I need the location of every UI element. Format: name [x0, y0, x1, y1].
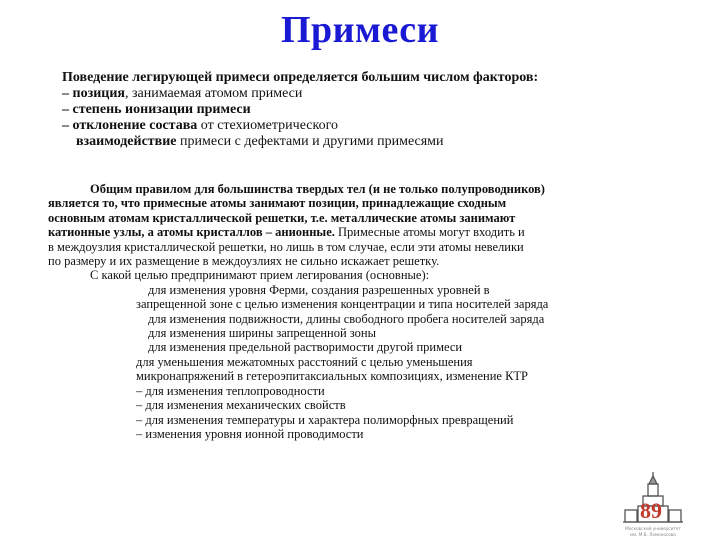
- page-number: 89: [640, 498, 662, 523]
- para-line-7: С какой целью предпринимают прием легирования (основные):: [90, 268, 430, 283]
- para-line-13: для уменьшения межатомных расстояний с целью уменьшения: [136, 354, 473, 369]
- para-line-4-bold: катионные узлы, а атомы кристаллов – анионные.: [48, 225, 335, 240]
- intro-header: Поведение легирующей примеси определяется большим числом факторов:: [62, 70, 539, 85]
- intro-item-position-rest: , занимаемая атомом примеси: [124, 86, 303, 101]
- para-line-1: Общим правилом для большинства твердых тел (и не только полупроводников): [90, 182, 545, 196]
- intro-item-ionization: – степень ионизации примеси: [62, 102, 251, 117]
- para-line-5: в междоузлия кристаллической решетки, но лишь в том случае, если эти атомы невелики: [48, 239, 524, 254]
- intro-item-interaction-bold: взаимодействие: [76, 134, 177, 149]
- para-line-2: является то, что примесные атомы занимают позиции, принадлежащие сходным: [48, 196, 507, 211]
- para-line-18: – изменения уровня ионной проводимости: [136, 426, 364, 441]
- intro-item-deviation: [62, 118, 662, 134]
- para-line-4: [48, 225, 668, 239]
- para-line-15: – для изменения теплопроводности: [136, 383, 325, 398]
- intro-item-position-bold: – позиция: [62, 86, 125, 101]
- para-line-16: – для изменения механических свойств: [136, 398, 346, 413]
- para-line-14: микронапряжений в гетероэпитаксиальных композициях, изменение КТР: [136, 369, 528, 384]
- svg-text:им. М.В. Ломоносова: им. М.В. Ломоносова: [630, 532, 676, 537]
- para-line-11: для изменения ширины запрещенной зоны: [148, 326, 376, 341]
- intro-item-position: [62, 86, 662, 102]
- intro-item-deviation-rest: от стехиометрического: [197, 118, 338, 133]
- main-paragraph: [48, 182, 668, 441]
- para-line-12: для изменения предельной растворимости другой примеси: [148, 340, 463, 355]
- intro-item-deviation-bold: – отклонение состава: [62, 118, 198, 133]
- para-line-17: – для изменения температуры и характера полиморфных превращений: [136, 412, 514, 427]
- slide-title: Примеси: [280, 9, 440, 51]
- para-line-10: для изменения подвижности, длины свободного пробега носителей заряда: [148, 311, 545, 326]
- para-line-4-rest: Примесные атомы могут входить и: [334, 225, 525, 240]
- para-line-9: запрещенной зоне с целью изменения концентрации и типа носителей заряда: [136, 297, 549, 312]
- para-line-6: по размеру и их размещение в междоузлиях не сильно искажает решетку.: [48, 254, 440, 269]
- para-line-8: для изменения уровня Ферми, создания разрешенных уровней в: [148, 282, 490, 297]
- para-line-3: основным атомам кристаллической решетки, т.е. металлические атомы занимают: [48, 210, 516, 225]
- intro-item-interaction-rest: примеси с дефектами и другими примесями: [176, 134, 444, 149]
- intro-block: [62, 70, 662, 150]
- intro-item-interaction: [62, 134, 662, 150]
- svg-text:Московский университет: Московский университет: [625, 526, 681, 531]
